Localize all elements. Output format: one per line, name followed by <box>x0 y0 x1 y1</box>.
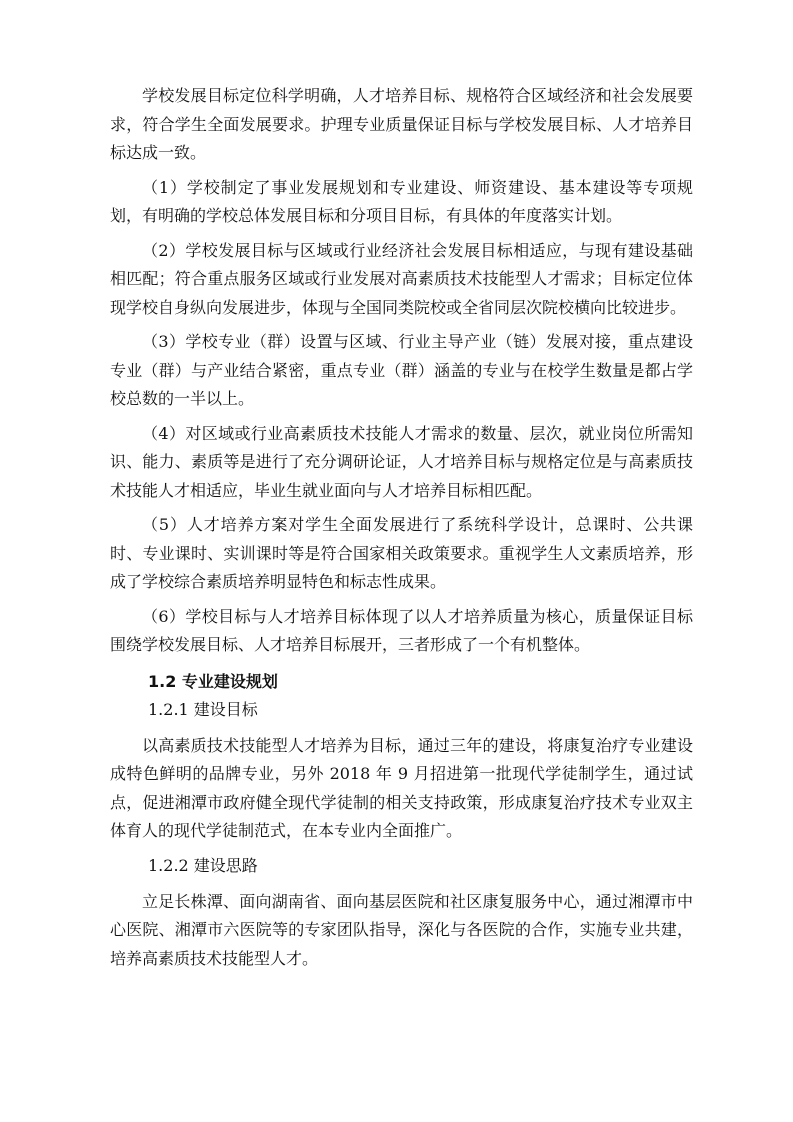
paragraph-construction-approach: 立足长株潭、面向湖南省、面向基层医院和社区康复服务中心，通过湘潭市中心医院、湘潭市六医院等的专家团队指导，深化与各医院的合作，实施专业共建，培养高素质技术技能型人才。 <box>110 891 693 968</box>
paragraph-item-2: （2）学校发展目标与区域或行业经济社会发展目标相适应，与现有建设基础相匹配；符合重点服务区域或行业发展对高素质技术技能型人才需求；目标定位体现学校自身纵向发展进步，体现与全国同类院校或全省同层次院校横向比较进步。 <box>110 240 693 317</box>
section-heading-1-2: 1.2 专业建设规划 <box>148 671 278 691</box>
subsection-heading-1-2-1: 1.2.1 建设目标 <box>148 699 258 719</box>
subsection-heading-1-2-2: 1.2.2 建设思路 <box>148 855 258 875</box>
paragraph-item-3: （3）学校专业（群）设置与区域、行业主导产业（链）发展对接，重点建设专业（群）与产业结合紧密，重点专业（群）涵盖的专业与在校学生数量是都占学校总数的一半以上。 <box>110 332 693 408</box>
paragraph-item-6: （6）学校目标与人才培养目标体现了以人才培养质量为核心，质量保证目标围绕学校发展目标、人才培养目标展开，三者形成了一个有机整体。 <box>110 606 693 654</box>
paragraph-construction-goal: 以高素质技术技能型人才培养为目标，通过三年的建设，将康复治疗专业建设成特色鲜明的品牌专业，另外 2018 年 9 月招进第一批现代学徒制学生，通过试点，促进湘潭市政府健全现代学徒制的相关支持政策，形成康复治疗技术专业双主体育人的现代学徒制范式，在本专业内全面推广。 <box>110 735 693 840</box>
paragraph-item-5: （5）人才培养方案对学生全面发展进行了系统科学设计，总课时、公共课时、专业课时、实训课时等是符合国家相关政策要求。重视学生人文素质培养，形成了学校综合素质培养明显特色和标志性成果。 <box>110 515 693 591</box>
paragraph-item-4: （4）对区域或行业高素质技术技能人才需求的数量、层次，就业岗位所需知识、能力、素质等是进行了充分调研论证，人才培养目标与规格定位是与高素质技术技能人才相适应，毕业生就业面向与人才培养目标相匹配。 <box>110 423 693 500</box>
paragraph-intro: 学校发展目标定位科学明确，人才培养目标、规格符合区域经济和社会发展要求，符合学生全面发展要求。护理专业质量保证目标与学校发展目标、人才培养目标达成一致。 <box>110 86 693 162</box>
paragraph-item-1: （1）学校制定了事业发展规划和专业建设、师资建设、基本建设等专项规划，有明确的学校总体发展目标和分项目目标，有具体的年度落实计划。 <box>110 177 693 225</box>
document-page <box>110 82 693 979</box>
